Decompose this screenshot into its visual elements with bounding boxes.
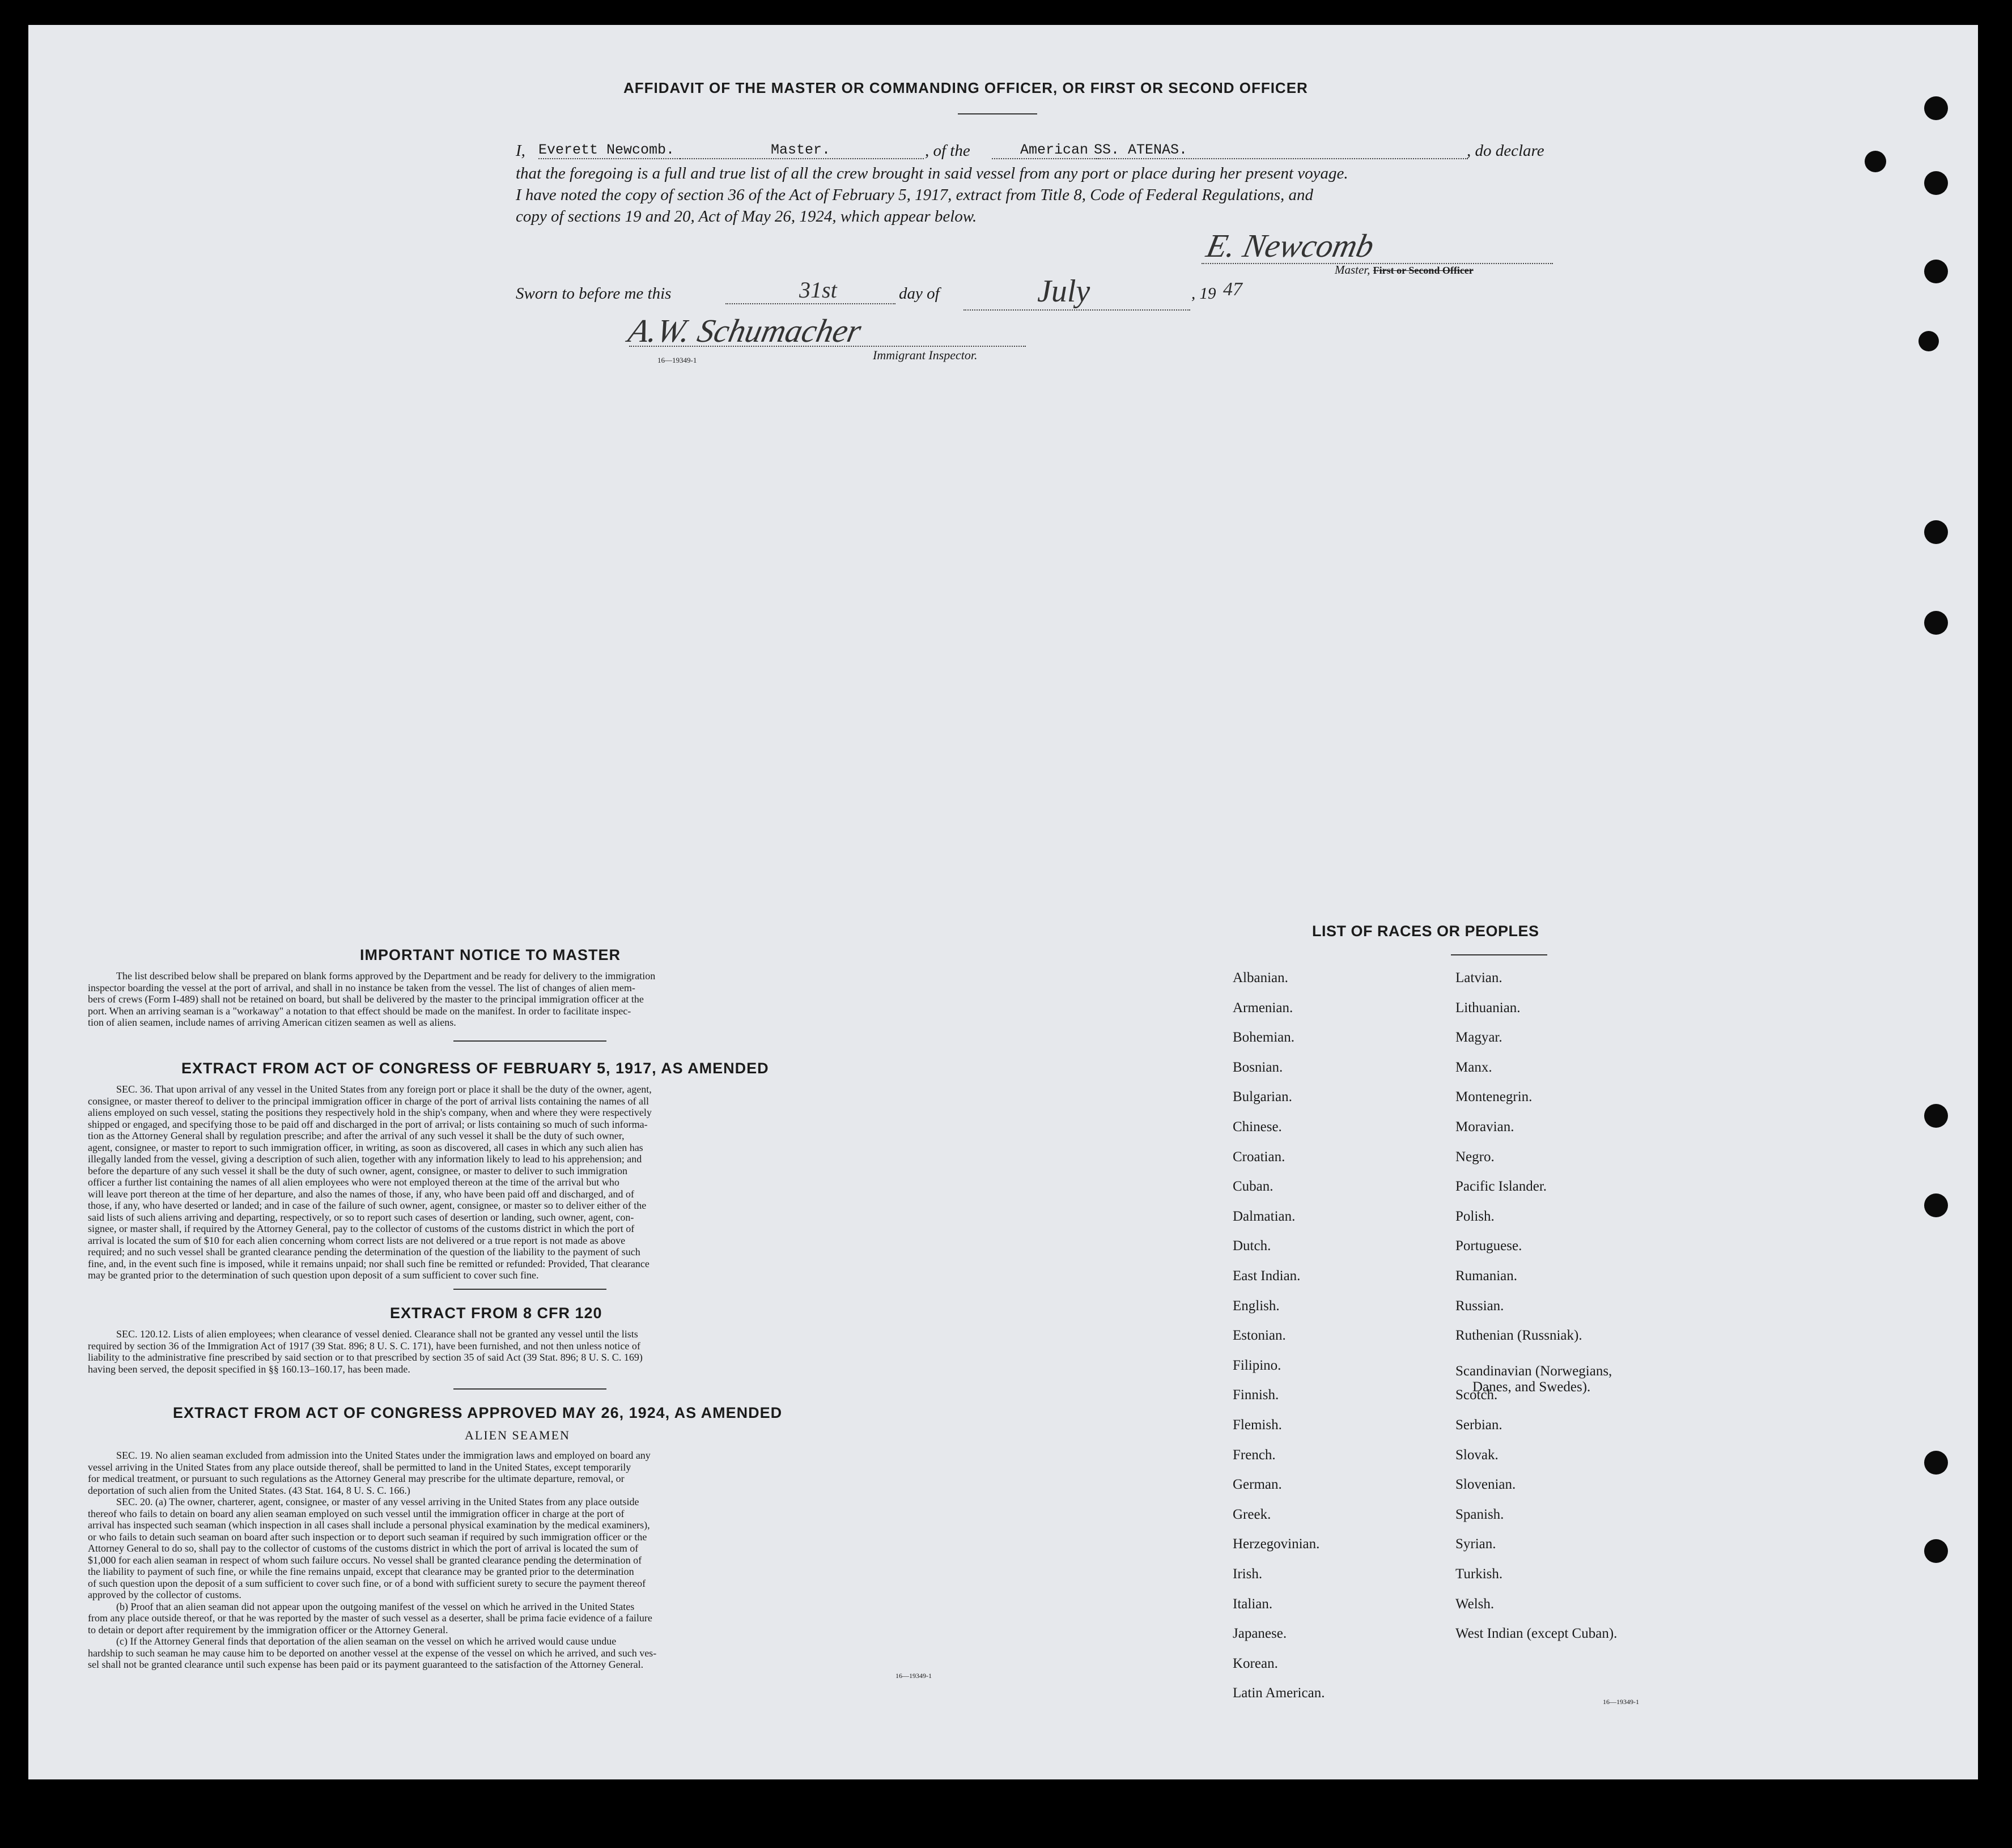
extract-1924-line: (b) Proof that an alien seaman did not appear upon the outgoing manifest of the vessel on which he arrived in the United States xyxy=(116,1600,635,1612)
extract-1924-line: from any place outside thereof, or that he was reported by the master of such vessel as a deserter, shall be prima facie evidence of a failure xyxy=(88,1612,652,1624)
race-item: Spanish. xyxy=(1455,1507,1504,1522)
extract-1924-line: the liability to payment of such fine, or while the fine remains unpaid, except that clearance may be granted prior to the determination xyxy=(88,1566,634,1577)
binder-hole xyxy=(1918,331,1939,351)
signature-line xyxy=(629,346,1026,347)
race-item: Polish. xyxy=(1455,1209,1495,1224)
race-item: Scotch. xyxy=(1455,1387,1498,1403)
race-item: Moravian. xyxy=(1455,1119,1514,1135)
extract-cfr-line: SEC. 120.12. Lists of alien employees; when clearance of vessel denied. Clearance shall not be granted any vessel until the lists xyxy=(116,1328,638,1340)
race-item: Croatian. xyxy=(1233,1149,1285,1165)
affidavit-line3: I have noted the copy of section 36 of the Act of February 5, 1917, extract from Title 8, Code of Federal Regulations, and xyxy=(516,186,1314,204)
binder-hole xyxy=(1924,171,1948,195)
race-item: Negro. xyxy=(1455,1149,1495,1165)
notice-title: IMPORTANT NOTICE TO MASTER xyxy=(360,946,621,963)
race-item: Slovenian. xyxy=(1455,1477,1516,1492)
race-item: Manx. xyxy=(1455,1060,1492,1075)
race-item: Serbian. xyxy=(1455,1417,1502,1433)
race-item: Ruthenian (Russniak). xyxy=(1455,1328,1582,1343)
race-item: Flemish. xyxy=(1233,1417,1282,1433)
extract-1917-line: signee, or master shall, if required by the Attorney General, pay to the collector of customs of the customs district in which the port of xyxy=(88,1223,635,1234)
day-of-label: day of xyxy=(899,284,940,303)
extract-1917-line: arrival is located the sum of $10 for each alien concerning whom correct lists are not delivered or a true report is not made as above xyxy=(88,1234,626,1246)
race-item: Danes, and Swedes). xyxy=(1472,1379,1591,1395)
extract-1917-line: fine, and, in the event such fine is imposed, while it remains unpaid; nor shall such fine be remitted or refunded: Provided, That clearance xyxy=(88,1258,650,1269)
extract-1917-line: shipped or engaged, and specifying those to be paid off and discharged in the port of arrival; or lists containing so much of such informa- xyxy=(88,1118,648,1130)
extract-1917-body xyxy=(88,1084,961,1281)
extract-1924-line: SEC. 19. No alien seaman excluded from admission into the United States under the immigration laws and employed on board any xyxy=(116,1450,651,1461)
inspector-label: Immigrant Inspector. xyxy=(873,348,978,362)
extract-1917-line: tion as the Attorney General shall by regulation prescribe; and after the arrival of any such vessel it shall be the duty of such owner, xyxy=(88,1130,625,1141)
master-title: Master, xyxy=(1335,263,1370,277)
extract-1917-line: said lists of such aliens arriving and departing, respectively, or so to report such cases of desertion or landing, such owner, agent, con- xyxy=(88,1211,634,1223)
extract-1924-subtitle: ALIEN SEAMEN xyxy=(465,1428,570,1442)
extract-1924-line: deportation of such alien from the United States. (43 Stat. 164, 8 U. S. C. 166.) xyxy=(88,1484,410,1496)
notice-line: port. When an arriving seaman is a "workaway" a notation to that effect should be made on the manifest. In order to facilitate inspec- xyxy=(88,1005,631,1017)
extract-1924-line: to detain or deport after requirement by the immigration officer or the Attorney General. xyxy=(88,1624,448,1635)
extract-1917-line: agent, consignee, or master to report to such immigration officer, in writing, as soon as discovered, all cases in which any such alien has xyxy=(88,1141,643,1153)
extract-1924-line: approved by the collector of customs. xyxy=(88,1589,241,1600)
binder-hole xyxy=(1924,1104,1948,1128)
extract-1924-line: SEC. 20. (a) The owner, charterer, agent, consignee, or master of any vessel arriving in the United States from any place outside xyxy=(116,1496,639,1507)
master-signature: E. Newcomb xyxy=(1203,227,1378,264)
divider xyxy=(958,113,1037,114)
form-number: 16—19349-1 xyxy=(657,356,697,364)
race-item: Greek. xyxy=(1233,1507,1271,1522)
extract-1917-line: before the departure of any such vessel it shall be the duty of such owner, agent, consignee, or master to deliver to such immigration xyxy=(88,1165,627,1176)
divider xyxy=(1451,954,1547,955)
notice-line: inspector boarding the vessel at the port of arrival, and shall in no instance be taken from the vessel. The list of changes of alien mem- xyxy=(88,982,635,993)
extract-1924-line: $1,000 for each alien seaman in respect of whom such failure occurs. No vessel shall be granted clearance pending the determination of xyxy=(88,1554,642,1566)
inspector-signature: A.W. Schumacher xyxy=(625,312,865,349)
race-item: Armenian. xyxy=(1233,1000,1293,1016)
notice-line: bers of crews (Form I-489) shall not be retained on board, but shall be delivered by the master to the principal immigration officer at the xyxy=(88,993,644,1005)
race-item: Scandinavian (Norwegians, xyxy=(1455,1363,1612,1379)
year-prefix: , 19 xyxy=(1191,284,1216,303)
race-item: Latin American. xyxy=(1233,1685,1325,1701)
extract-1924-line: thereof who fails to detain on board any alien seaman employed on such vessel until the immigration officer in charge at the port of xyxy=(88,1507,625,1519)
race-item: Montenegrin. xyxy=(1455,1089,1533,1104)
divider xyxy=(453,1289,606,1290)
extract-1917-line: aliens employed on such vessel, stating the positions they respectively hold in the ship's company, when and where they were respectively xyxy=(88,1107,652,1118)
sworn-month: July xyxy=(963,273,1190,311)
race-item: Magyar. xyxy=(1455,1030,1502,1045)
notice-line: tion of alien seamen, include names of arriving American citizen seamen as well as aliens. xyxy=(88,1017,456,1028)
i-label: I, xyxy=(516,142,525,160)
divider xyxy=(453,1040,606,1042)
binder-hole xyxy=(1924,96,1948,120)
race-item: Bulgarian. xyxy=(1233,1089,1292,1104)
binder-hole xyxy=(1924,1451,1948,1475)
extract-1924-line: for medical treatment, or pursuant to such regulations as the Attorney General may prescribe for the ultimate departure, removal, or xyxy=(88,1473,625,1484)
extract-1924-line: arrival has inspected such seaman (which inspection in all cases shall include a personal physical examination by the medical examiners), xyxy=(88,1519,650,1531)
race-item: Pacific Islander. xyxy=(1455,1179,1547,1194)
notice-body xyxy=(88,970,961,1029)
extract-cfr-body xyxy=(88,1328,961,1375)
binder-hole xyxy=(1924,520,1948,544)
extract-1917-line: illegally landed from the vessel, giving a description of such alien, together with any information likely to lead to his apprehension; and xyxy=(88,1153,642,1165)
extract-1924-line: hardship to such seaman he may cause him to be deported on another vessel at the expense of the vessel on which he arrived, and such ves- xyxy=(88,1647,657,1659)
extract-1924-line: or who fails to detain such seaman on board after such inspection or to deport such seaman if required by such immigration officer or the xyxy=(88,1531,647,1543)
race-item: Latvian. xyxy=(1455,970,1502,985)
race-item: Chinese. xyxy=(1233,1119,1282,1135)
sworn-prefix: Sworn to before me this xyxy=(516,284,672,303)
binder-hole xyxy=(1924,611,1948,635)
race-item: Welsh. xyxy=(1455,1596,1495,1612)
race-item: Korean. xyxy=(1233,1656,1278,1671)
race-item: Slovak. xyxy=(1455,1447,1499,1463)
race-item: Russian. xyxy=(1455,1298,1504,1314)
master-label xyxy=(1335,263,1474,277)
race-item: Bosnian. xyxy=(1233,1060,1283,1075)
sworn-day: 31st xyxy=(725,277,895,304)
extract-cfr-line: required by section 36 of the Immigration Act of 1917 (39 Stat. 896; 8 U. S. C. 171), have been furnished, and not then unless notice of xyxy=(88,1340,640,1352)
extract-cfr-line: having been served, the deposit specified in §§ 160.13–160.17, has been made. xyxy=(88,1363,410,1375)
race-item: Japanese. xyxy=(1233,1626,1287,1641)
extract-1917-line: officer a further list containing the names of all alien employees who were not employed thereon at the time of the arrival but who xyxy=(88,1176,619,1188)
race-item: West Indian (except Cuban). xyxy=(1455,1626,1618,1641)
form-number: 16—19349-1 xyxy=(1603,1698,1639,1706)
master-rank: Master. xyxy=(680,142,924,159)
vessel-flag: American xyxy=(992,142,1100,159)
notice-line: The list described below shall be prepared on blank forms approved by the Department and be ready for delivery to the immigration xyxy=(116,970,656,982)
extract-1917-line: may be granted prior to the determination of such question upon deposit of a sum sufficient to cover such fine. xyxy=(88,1269,539,1281)
affidavit-title: AFFIDAVIT OF THE MASTER OR COMMANDING OFFICER, OR FIRST OR SECOND OFFICER xyxy=(623,79,1308,96)
sworn-year: 47 xyxy=(1223,279,1242,300)
extract-1917-line: SEC. 36. That upon arrival of any vessel in the United States from any foreign port or place it shall be the duty of the owner, agent, xyxy=(116,1084,652,1095)
race-item: Estonian. xyxy=(1233,1328,1286,1343)
race-item: Cuban. xyxy=(1233,1179,1274,1194)
extract-1924-line: of such question upon the deposit of a sum sufficient to cover such fine, or of a bond with sufficient surety to secure the payment thereof xyxy=(88,1577,646,1589)
extract-1924-line: sel shall not be granted clearance until such expense has been paid or its payment guaranteed to the satisfaction of the Attorney General. xyxy=(88,1659,644,1670)
binder-hole xyxy=(1924,260,1948,283)
race-item: Irish. xyxy=(1233,1566,1263,1582)
race-item: Syrian. xyxy=(1455,1536,1496,1552)
master-name: Everett Newcomb. xyxy=(538,142,680,159)
race-item: Finnish. xyxy=(1233,1387,1279,1403)
extract-1924-body xyxy=(88,1450,961,1671)
race-item: Herzegovinian. xyxy=(1233,1536,1320,1552)
extract-cfr-line: liability to the administrative fine prescribed by said section or to that prescribed by section 35 of said Act (39 Stat. 896; 8 U. S. C. 169) xyxy=(88,1352,643,1363)
extract-1924-line: vessel arriving in the United States from any place outside thereof, shall be permitted to land in the United States, except temporarily xyxy=(88,1461,631,1473)
extract-1924-line: (c) If the Attorney General finds that deportation of the alien seaman on the vessel on which he arrived would cause undue xyxy=(116,1635,617,1647)
race-item: German. xyxy=(1233,1477,1282,1492)
race-item: East Indian. xyxy=(1233,1268,1301,1284)
race-item: Lithuanian. xyxy=(1455,1000,1521,1016)
races-title: LIST OF RACES OR PEOPLES xyxy=(1312,923,1539,940)
race-item: Turkish. xyxy=(1455,1566,1503,1582)
extract-1917-line: will leave port thereon at the time of her departure, and also the names of those, if any, who have been paid off and discharged, and of xyxy=(88,1188,634,1200)
binder-hole xyxy=(1865,151,1886,172)
form-number: 16—19349-1 xyxy=(895,1672,932,1680)
affidavit-line1 xyxy=(516,142,1570,164)
race-item: Bohemian. xyxy=(1233,1030,1295,1045)
race-item: Dalmatian. xyxy=(1233,1209,1296,1224)
affidavit-line4: copy of sections 19 and 20, Act of May 26, 1924, which appear below. xyxy=(516,207,977,226)
race-item: Filipino. xyxy=(1233,1358,1281,1373)
race-item: French. xyxy=(1233,1447,1276,1463)
race-item: Portuguese. xyxy=(1455,1238,1522,1254)
of-the-label: , of the xyxy=(925,142,970,160)
struck-officer-title: First or Second Officer xyxy=(1373,265,1474,276)
divider xyxy=(453,1388,606,1390)
race-item: Albanian. xyxy=(1233,970,1288,985)
sworn-line xyxy=(516,274,1338,309)
binder-hole xyxy=(1924,1539,1948,1563)
extract-1917-line: consignee, or master thereof to deliver to the principal immigration officer in charge of the port of arrival lists containing the names of all xyxy=(88,1095,650,1107)
race-item: English. xyxy=(1233,1298,1280,1314)
extract-1917-line: those, if any, who have deserted or landed; and in case of the failure of such owner, agent, consignee, or master so to deliver either of the xyxy=(88,1200,647,1211)
do-declare-label: , do declare xyxy=(1467,142,1544,160)
race-item: Dutch. xyxy=(1233,1238,1271,1254)
extract-1924-title: EXTRACT FROM ACT OF CONGRESS APPROVED MAY 26, 1924, AS AMENDED xyxy=(173,1404,783,1421)
extract-1917-line: required; and no such vessel shall be granted clearance pending the determination of the question of the liability to the payment of such xyxy=(88,1246,640,1258)
extract-cfr-title: EXTRACT FROM 8 CFR 120 xyxy=(390,1305,602,1322)
race-item: Rumanian. xyxy=(1455,1268,1518,1284)
extract-1924-line: Attorney General to do so, shall pay to the collector of customs of the customs district in which the port of arrival is located the sum of xyxy=(88,1543,639,1554)
binder-hole xyxy=(1924,1193,1948,1217)
race-item: Italian. xyxy=(1233,1596,1273,1612)
affidavit-line2: that the foregoing is a full and true list of all the crew brought in said vessel from any port or place during her present voyage. xyxy=(516,164,1348,182)
vessel-name: SS. ATENAS. xyxy=(1094,142,1468,159)
extract-1917-title: EXTRACT FROM ACT OF CONGRESS OF FEBRUARY 5, 1917, AS AMENDED xyxy=(181,1060,769,1077)
